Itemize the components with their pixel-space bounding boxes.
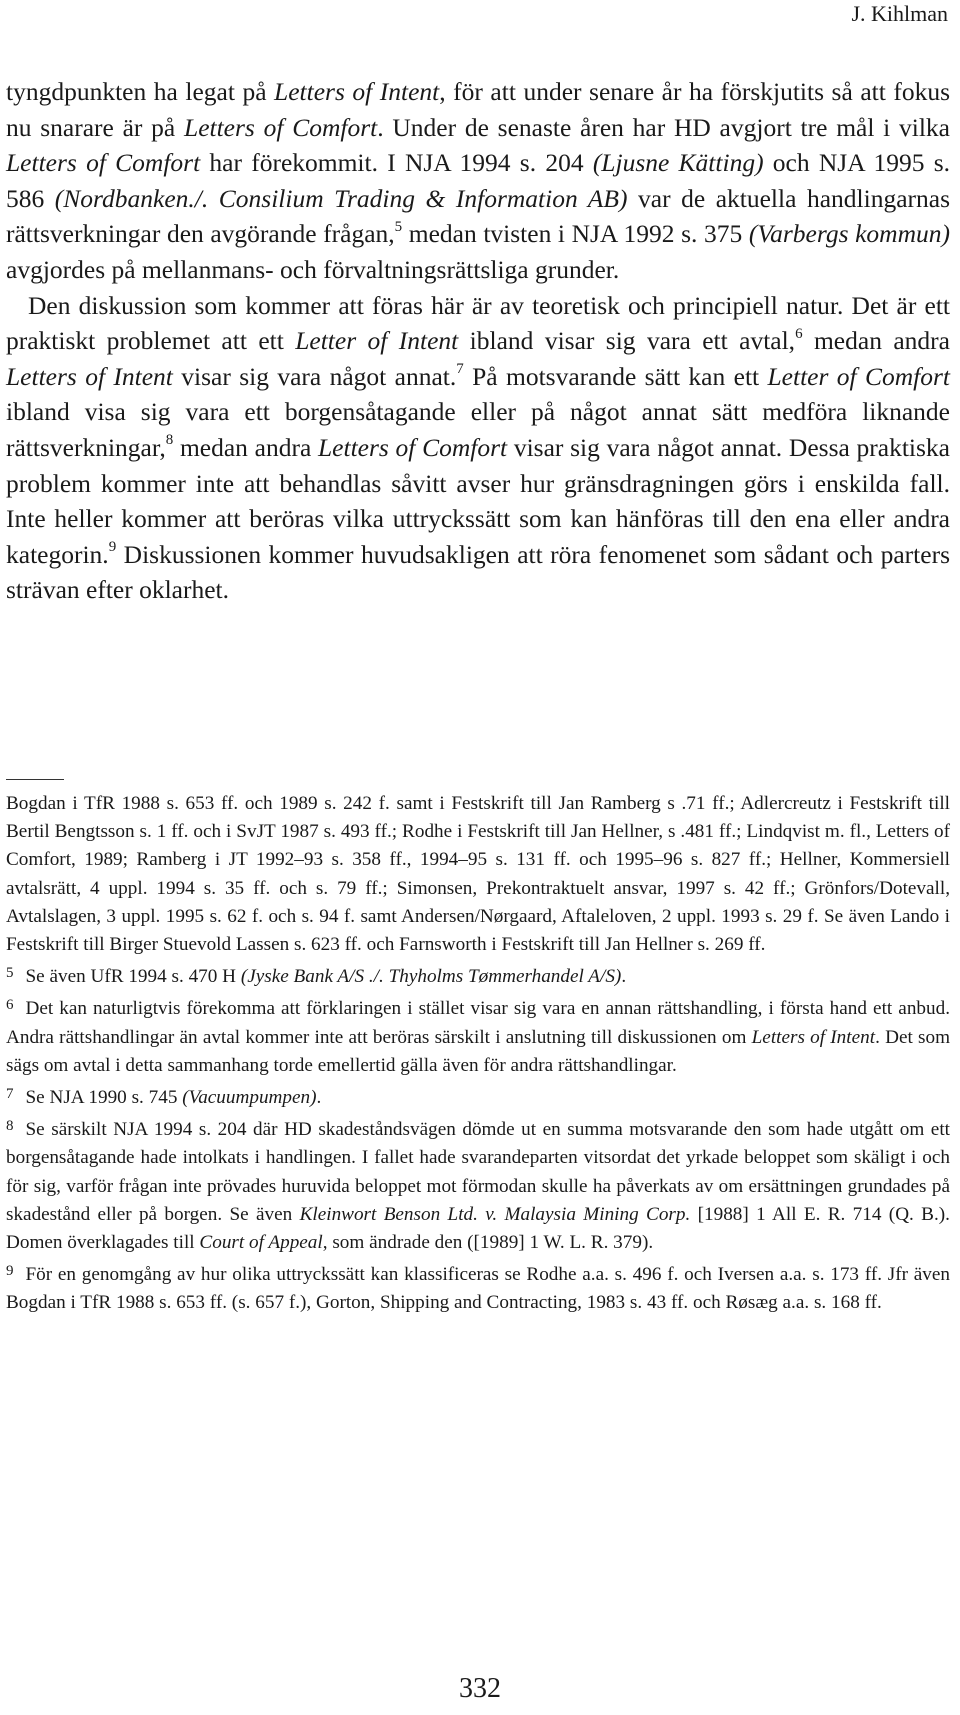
text: . Under de senaste åren har HD avgjort tre mål i vilka [377,112,951,142]
text: och NJA 1995 s. 586 [6,148,950,213]
italic-term: Letter of Intent [295,326,459,356]
page-number: 332 [459,1673,501,1704]
footnote-number: 7 [6,1086,14,1103]
footnote-ref-5: 5 [394,218,403,235]
text: medan andra [173,432,318,462]
paragraph-1 [6,74,950,288]
text: Det kan naturligtvis förekomma att förklaringen i stället visar sig vara en annan rättshandling, i första hand ett anbud. Andra rättshandlingar än avtal kommer inte att beröras särskilt i anslutning till diskussionen om [6,998,950,1048]
court-name: Court of Appeal [199,1232,323,1254]
italic-term: Letters of Comfort [184,112,378,142]
case-name: Kleinwort Benson Ltd. v. Malaysia Mining Corp. [299,1203,691,1225]
text: Se NJA 1990 s. 745 [25,1087,183,1109]
footnote-ref-6: 6 [795,325,803,342]
footnote-number: 5 [6,965,14,982]
case-name: (Varbergs kommun) [748,219,950,249]
italic-term: Letters of Intent [6,361,173,391]
case-name: (Nordbanken./. Consilium Trading & Information AB) [54,183,628,213]
text: tyngdpunkten ha legat på [6,77,275,106]
italic-term: Letters of Intent [751,1026,876,1048]
text: Den diskussion som kommer att föras här är av teoretisk och principiell natur. Det är ett praktiskt problemet att ett [6,290,950,356]
footnote-number: 6 [6,997,14,1014]
footnote-number: 8 [6,1118,14,1135]
text: avgjordes på mellanmans- och förvaltningsrättsliga grunder. [6,254,620,284]
text: . [621,966,627,988]
text: [1988] 1 All E. R. 714 (Q. B.). Domen överklagades till [6,1203,950,1254]
text: visar sig vara något annat. Dessa praktiska problem kommer inte att behandlas såvitt avser hur gränsdragningen görs i enskilda fall. Inte heller kommer att beröras vilka uttryckssätt som kan hänföras till den ena eller andra kategorin. [6,432,950,569]
italic-term: Letters of Intent [274,77,440,106]
body-text [6,74,950,608]
text: Se även UfR 1994 s. 470 H [25,966,241,988]
case-name: (Vacuumpumpen) [182,1087,317,1109]
italic-term: Letters of Comfort [6,148,201,178]
footnote-7 [6,1080,950,1112]
text: var de aktuella handlingarnas rättsverkningar den avgörande frågan, [6,183,950,249]
footnote-9 [6,1257,950,1317]
footnote-continuation: Bogdan i TfR 1988 s. 653 ff. och 1989 s. 242 f. samt i Festskrift till Jan Ramberg s .71 ff.; Adlercreutz i Festskrift till Bertil Bengtsson s. 1 ff. och i SvJT 1987 s. 493 ff.; Rodhe i Festskrift till Jan Hellner, s .481 ff.; Lindqvist m. fl., Letters of Comfort, 1989; Ramberg i JT 1992–93 s. 358 ff., 1994–95 s. 131 ff. och 1995–96 s. 827 ff.; Hellner, Kommersiell avtalsrätt, 4 uppl. 1994 s. 35 ff. och s. 79 ff.; Simonsen, Prekontraktuelt ansvar, 1997 s. 42 ff.; Grönfors/Dotevall, Avtalslagen, 3 uppl. 1995 s. 62 f. och s. 94 f. samt Andersen/Nørgaard, Aftaleloven, 2 uppl. 1993 s. 29 f. Se även Lando i Festskrift till Birger Stuevold Lassen s. 623 ff. och Farnsworth i Festskrift till Jan Hellner s. 269 ff. [6,793,950,956]
text: . Det som sägs om avtal i detta sammanhang torde emellertid gälla även för andra rättshandlingar. [6,1026,950,1076]
text: medan tvisten i NJA 1992 s. 375 [402,219,749,249]
footnote-8 [6,1112,950,1257]
text: har förekommit. I NJA 1994 s. 204 [200,148,593,178]
case-name: (Ljusne Kätting) [592,148,764,178]
text: För en genomgång av hur olika uttryckssätt kan klassificeras se Rodhe a.a. s. 496 f. och Iversen a.a. s. 173 ff. Jfr även Bogdan i TfR 1988 s. 653 ff. (s. 657 f.), Gorton, Shipping and Contracting, 1983 s. 43 ff. och Røsæg a.a. s. 168 ff. [6,1264,950,1314]
running-header: J. Kihlman [851,1,948,26]
italic-term: Letter of Comfort [767,361,950,391]
text: , som ändrade den ([1989] 1 W. L. R. 379). [322,1232,654,1254]
text: , för att under senare år ha förskjutits så att fokus nu snarare är på [6,77,951,142]
text: visar sig vara något annat. [172,361,457,391]
paragraph-2 [6,288,950,608]
footnote-ref-9: 9 [108,539,117,556]
footnote-separator [6,779,64,780]
text: . [316,1087,322,1109]
footnotes [6,790,950,1318]
text: ibland visar sig vara ett avtal, [458,326,796,356]
case-name: (Jyske Bank A/S ./. Thyholms Tømmerhandel A/S) [240,966,622,988]
footnote-ref-7: 7 [456,361,464,378]
text: medan andra [802,326,950,356]
text: Diskussionen kommer huvudsakligen att röra fenomenet som sådant och parters strävan efter oklarhet. [6,539,950,605]
footnote-5 [6,959,950,991]
text: Se särskilt NJA 1994 s. 204 där HD skadeståndsvägen dömde ut en summa motsvarande den som hade utgått om ett borgensåtagande hade intolkats i handlingen. I fallet hade svarandeparten vitsordat det yrkade beloppet som skäligt i och för sig, varför frågan inte prövades huruvida beloppet mot förmodan skulle ha påverkats av om ersättningen grundades på skadestånd eller på borgen. Se även [6,1119,950,1225]
text: ibland visa sig vara ett borgensåtagande eller på något annat sätt medföra liknande rättsverkningar, [6,397,950,462]
italic-term: Letters of Comfort [317,432,508,462]
footnote-ref-8: 8 [165,432,174,449]
footnote-6 [6,991,950,1080]
footnote-number: 9 [6,1263,14,1280]
text: På motsvarande sätt kan ett [463,361,768,391]
